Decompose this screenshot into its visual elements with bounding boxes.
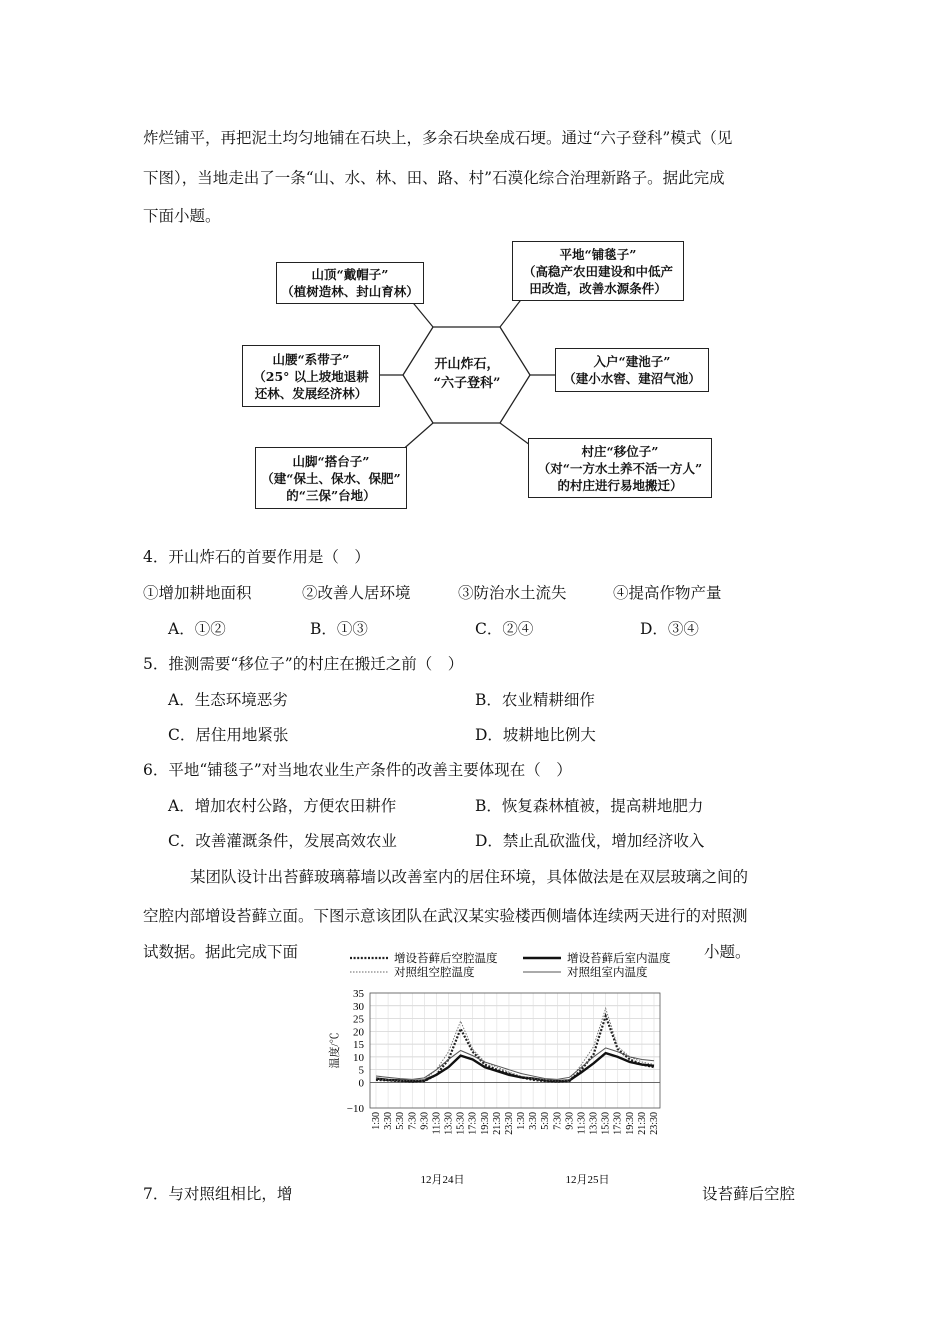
box-text: 田改造，改善水源条件） <box>529 280 667 296</box>
q6-option-c[interactable]: C．改善灌溉条件，发展高效农业 <box>168 832 397 850</box>
box-text: （植树造林、封山育林） <box>281 284 419 299</box>
box-text: （建小水窖、建沼气池） <box>563 371 701 386</box>
q6-option-d[interactable]: D．禁止乱砍滥伐，增加经济收入 <box>475 832 705 850</box>
x-tick-label: 3:30 <box>383 1112 395 1130</box>
box-text: 的村庄进行易地搬迁） <box>557 477 683 493</box>
passage2-line-1: 某团队设计出苔藓玻璃幕墙以改善室内的居住环境，具体做法是在双层玻璃之间的 <box>190 868 749 886</box>
x-tick-label: 23:30 <box>649 1112 660 1135</box>
q5-option-d[interactable]: D．坡耕地比例大 <box>475 726 596 744</box>
x-tick-label: 19:30 <box>479 1112 491 1135</box>
diagram-connectors <box>0 0 950 520</box>
box-mid-right <box>555 348 709 392</box>
q7-stem-b: 设苔藓后空腔 <box>702 1185 796 1203</box>
box-text: 入户“建池子” <box>593 354 671 369</box>
box-text: 山顶“戴帽子” <box>311 267 389 282</box>
y-tick-label: 35 <box>353 988 364 1000</box>
y-tick-label: 25 <box>353 1013 364 1026</box>
x-tick-label: 15:30 <box>455 1112 467 1135</box>
date-label: 12月25日 <box>565 1174 610 1186</box>
diagram-center <box>433 355 501 393</box>
box-text: （高稳产农田建设和中低产 <box>522 263 673 279</box>
series-line <box>376 1008 654 1081</box>
q6-stem: 6．平地“铺毯子”对当地农业生产条件的改善主要体现在（ ） <box>143 761 572 779</box>
y-tick-label: 5 <box>358 1064 364 1077</box>
x-tick-label: 21:30 <box>636 1112 648 1135</box>
center-line-2: “六子登科” <box>433 376 501 391</box>
box-top-right <box>512 241 684 301</box>
x-tick-label: 7:30 <box>552 1112 564 1130</box>
x-tick-label: 3:30 <box>528 1112 540 1130</box>
date-label: 12月24日 <box>420 1174 465 1186</box>
box-text: （25° 以上坡地退耕 <box>253 368 369 384</box>
box-top-left <box>276 262 424 304</box>
x-tick-label: 15:30 <box>600 1112 612 1135</box>
intro-line-2: 下图），当地走出了一条“山、水、林、田、路、村”石漠化综合治理新路子。据此完成 <box>143 169 725 187</box>
center-line-1: 开山炸石， <box>434 357 500 372</box>
box-text: （建“保土、保水、保肥” <box>261 470 401 486</box>
q5-option-a[interactable]: A．生态环境恶劣 <box>168 691 288 709</box>
x-tick-label: 21:30 <box>491 1112 503 1135</box>
y-tick-label: 30 <box>353 1000 364 1013</box>
intro-line-3: 下面小题。 <box>143 207 221 225</box>
x-tick-label: 9:30 <box>419 1112 431 1130</box>
x-tick-label: 13:30 <box>443 1112 455 1135</box>
q4-item-1: ①增加耕地面积 <box>143 584 252 602</box>
legend-label: 增设苔藓后室内温度 <box>567 953 671 965</box>
passage2-line-3b: 小题。 <box>704 943 751 961</box>
box-text: 平地“铺毯子” <box>559 246 637 262</box>
y-axis-label: 温度/℃ <box>329 1032 341 1069</box>
box-bottom-left <box>255 447 407 509</box>
box-bottom-right <box>528 438 712 498</box>
x-tick-label: 17:30 <box>612 1112 624 1135</box>
q4-option-b[interactable]: B．①③ <box>310 620 368 638</box>
box-text: （对“一方水土养不活一方人” <box>537 460 703 476</box>
q6-option-b[interactable]: B．恢复森林植被，提高耕地肥力 <box>475 797 704 815</box>
x-tick-label: 13:30 <box>588 1112 600 1135</box>
x-tick-label: 7:30 <box>407 1112 419 1130</box>
y-tick-label: 10 <box>353 1051 364 1064</box>
series-line <box>376 1048 654 1079</box>
q6-option-a[interactable]: A．增加农村公路，方便农田耕作 <box>168 797 397 815</box>
legend-label: 对照组空腔温度 <box>394 967 475 979</box>
q4-item-2: ②改善人居环境 <box>302 584 411 602</box>
box-text: 的“三保”台地） <box>286 487 376 503</box>
q4-option-c[interactable]: C．②④ <box>475 620 534 638</box>
q5-option-c[interactable]: C．居住用地紧张 <box>168 726 289 744</box>
x-tick-label: 17:30 <box>467 1112 479 1135</box>
box-text: 山腰“系带子” <box>272 351 350 367</box>
y-tick-label: −10 <box>346 1103 364 1115</box>
plot-frame <box>370 993 660 1108</box>
q4-option-d[interactable]: D．③④ <box>640 620 699 638</box>
q5-option-b[interactable]: B．农业精耕细作 <box>475 691 595 709</box>
x-tick-label: 5:30 <box>540 1112 552 1130</box>
passage2-line-3a: 试数据。据此完成下面 <box>143 943 299 961</box>
x-tick-label: 9:30 <box>564 1112 576 1130</box>
x-tick-label: 19:30 <box>624 1112 636 1135</box>
y-tick-label: 0 <box>358 1077 364 1090</box>
q5-stem: 5．推测需要“移位子”的村庄在搬迁之前（ ） <box>143 655 464 673</box>
legend-label: 对照组室内温度 <box>567 967 648 979</box>
x-tick-label: 5:30 <box>395 1112 407 1130</box>
y-tick-label: 20 <box>353 1026 364 1039</box>
box-text: 山脚“搭台子” <box>292 453 370 469</box>
x-tick-label: 23:30 <box>503 1112 515 1135</box>
q7-stem-a: 7．与对照组相比，增 <box>143 1185 293 1203</box>
q4-item-3: ③防治水土流失 <box>458 584 567 602</box>
x-tick-label: 1:30 <box>371 1112 382 1130</box>
x-tick-label: 11:30 <box>576 1112 588 1135</box>
box-mid-left <box>242 345 380 407</box>
box-text: 还林、发展经济林） <box>254 385 368 401</box>
series-line <box>376 1053 654 1081</box>
passage2-line-2: 空腔内部增设苔藓立面。下图示意该团队在武汉某实验楼西侧墙体连续两天进行的对照测 <box>143 907 748 925</box>
box-text: 村庄“移位子” <box>581 443 659 459</box>
six-zi-diagram <box>0 0 950 520</box>
temperature-chart <box>318 946 688 1194</box>
intro-line-1: 炸烂铺平，再把泥土均匀地铺在石块上，多余石块垒成石埂。通过“六子登科”模式（见 <box>143 129 733 147</box>
x-tick-label: 1:30 <box>516 1112 528 1130</box>
y-tick-label: 15 <box>353 1039 364 1052</box>
q4-item-4: ④提高作物产量 <box>613 584 722 602</box>
q4-stem: 4．开山炸石的首要作用是（ ） <box>143 548 370 566</box>
x-tick-label: 11:30 <box>431 1112 443 1135</box>
q4-option-a[interactable]: A．①② <box>168 620 226 638</box>
legend-label: 增设苔藓后空腔温度 <box>394 953 498 965</box>
